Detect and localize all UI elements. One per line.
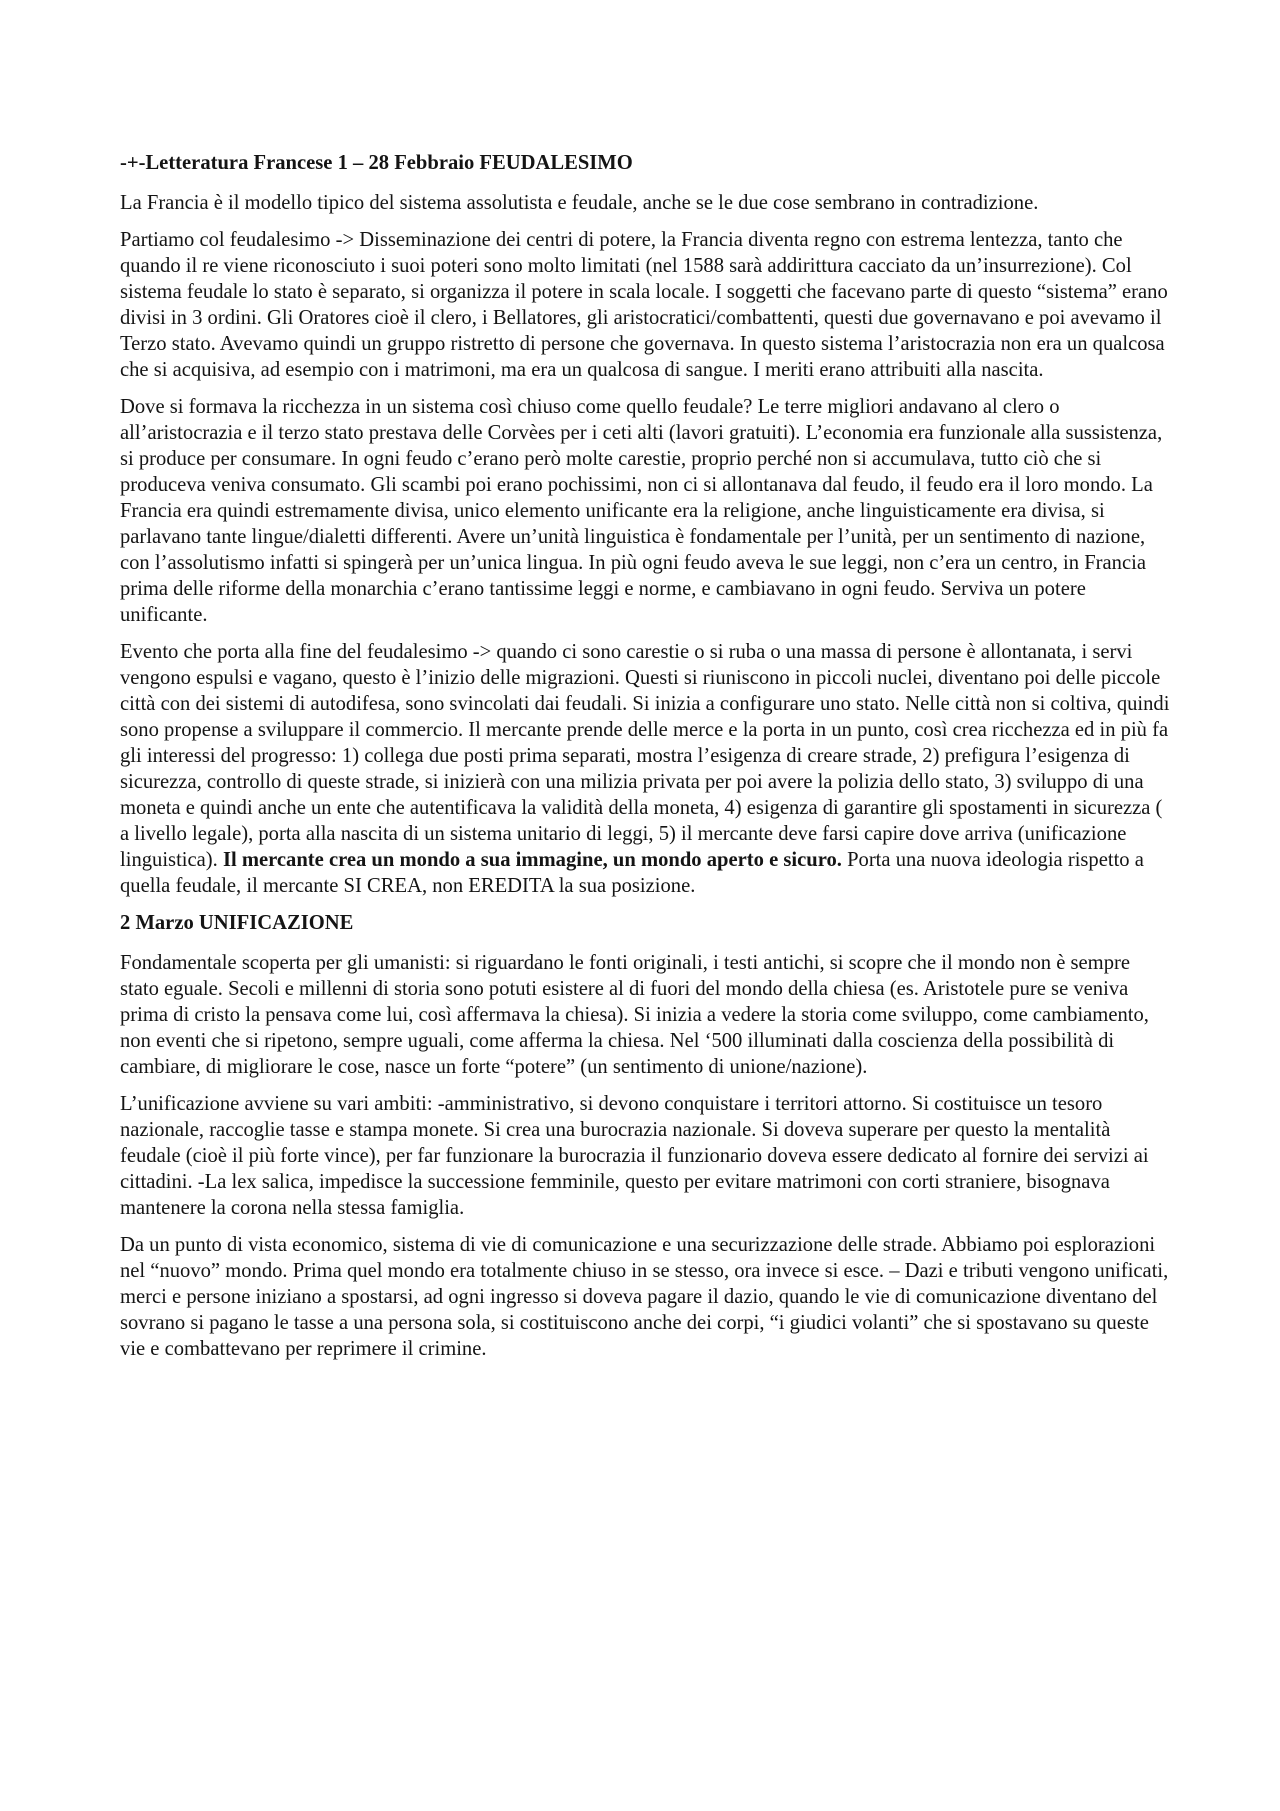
paragraph-text: Porta una nuova ideologia rispetto a quella feudale, il mercante SI CREA, non EREDITA la sua posizione. bbox=[120, 849, 1144, 897]
paragraph-text: Evento che porta alla fine del feudalesimo -> quando ci sono carestie o si ruba o una massa di persone è allontanata, i servi vengono espulsi e vagano, questo è l’inizio delle migrazioni. Questi si riuniscono in piccoli nuclei, diventano poi delle piccole città con dei sistemi di autodifesa, sono svincolati dai feudali. Si inizia a configurare uno stato. Nelle città non si coltiva, quindi sono propense a sviluppare il commercio. Il mercante prende delle merce e la porta in un punto, così crea ricchezza ed in più fa gli interessi del progresso: 1) collega due posti prima separati, mostra l’esigenza di creare strade, 2) prefigura l’esigenza di sicurezza, controllo di queste strade, si inizierà con una milizia privata per poi avere la polizia dello stato, 3) sviluppo di una moneta e quindi anche un ente che autentificava la validità della moneta, 4) esigenza di garantire gli spostamenti in sicurezza ( a livello legale), porta alla nascita di un sistema unitario di leggi, 5) il mercante deve farsi capire dove arriva (unificazione linguistica). bbox=[120, 641, 1170, 871]
document-title: -+-Letteratura Francese 1 – 28 Febbraio FEUDALESIMO bbox=[120, 152, 633, 174]
paragraph-ricchezza: Dove si formava la ricchezza in un sistema così chiuso come quello feudale? Le terre migliori andavano al clero o all’aristocrazia e il terzo stato prestava delle Corvèes per i ceti alti (lavori gratuiti). L’economia era funzionale alla sussistenza, si produce per consumare. In ogni feudo c’erano però molte carestie, proprio perché non si accumulava, tutto ciò che si produceva veniva consumato. Gli scambi poi erano pochissimi, non ci si allontanava dal feudo, il feudo era il loro mondo. La Francia era quindi estremamente divisa, unico elemento unificante era la religione, anche linguisticamente era divisa, si parlavano tante lingue/dialetti differenti. Avere un’unità linguistica è fondamentale per l’unità, per un sentimento di nazione, con l’assolutismo infatti si spingerà per un’unica lingua. In più ogni feudo aveva le sue leggi, non c’era un centro, in Francia prima delle riforme della monarchia c’erano tantissime leggi e norme, e cambiavano in ogni feudo. Serviva un potere unificante. bbox=[120, 396, 1163, 626]
section-heading: 2 Marzo UNIFICAZIONE bbox=[120, 912, 354, 934]
document-page bbox=[120, 150, 1170, 1373]
paragraph-fine-feudalesimo bbox=[120, 639, 1170, 899]
paragraph-feudalesimo: Partiamo col feudalesimo -> Disseminazione dei centri di potere, la Francia diventa regno con estrema lentezza, tanto che quando il re viene riconosciuto i suoi poteri sono molto limitati (nel 1588 sarà addirittura cacciato da un’insurrezione). Col sistema feudale lo stato è separato, si organizza il potere in scala locale. I soggetti che facevano parte di questo “sistema” erano divisi in 3 ordini. Gli Oratores cioè il clero, i Bellatores, gli aristocratici/combattenti, questi due governavano e poi avevamo il Terzo stato. Avevamo quindi un gruppo ristretto di persone che governava. In questo sistema l’aristocrazia non era un qualcosa che si acquisiva, ad esempio con i matrimoni, ma era un qualcosa di sangue. I meriti erano attribuiti alla nascita. bbox=[120, 229, 1168, 381]
paragraph-economia: Da un punto di vista economico, sistema di vie di comunicazione e una securizzazione delle strade. Abbiamo poi esplorazioni nel “nuovo” mondo. Prima quel mondo era totalmente chiuso in se stesso, ora invece si esce. – Dazi e tributi vengono unificati, merci e persone iniziano a spostarsi, ad ogni ingresso si doveva pagare il dazio, quando le vie di comunicazione diventano del sovrano si pagano le tasse a una persona sola, si costituiscono anche dei corpi, “i giudici volanti” che si spostavano su queste vie e combattevano per reprimere il crimine. bbox=[120, 1234, 1169, 1360]
emphasis-text: Il mercante crea un mondo a sua immagine, un mondo aperto e sicuro. bbox=[222, 849, 842, 871]
paragraph-unificazione: L’unificazione avviene su vari ambiti: -amministrativo, si devono conquistare i territori attorno. Si costituisce un tesoro nazionale, raccoglie tasse e stampa monete. Si crea una burocrazia nazionale. Si doveva superare per questo la mentalità feudale (cioè il più forte vince), per far funzionare la burocrazia il funzionario doveva essere dedicato al fornire dei servizi ai cittadini. -La lex salica, impedisce la successione femminile, questo per evitare matrimoni con corti straniere, bisognava mantenere la corona nella stessa famiglia. bbox=[120, 1093, 1149, 1219]
paragraph-umanisti: Fondamentale scoperta per gli umanisti: si riguardano le fonti originali, i testi antichi, si scopre che il mondo non è sempre stato eguale. Secoli e millenni di storia sono potuti esistere al di fuori del mondo della chiesa (es. Aristotele pure se veniva prima di cristo la pensava come lui, così affermava la chiesa). Si inizia a vedere la storia come sviluppo, come cambiamento, non eventi che si ripetono, sempre uguali, come afferma la chiesa. Nel ‘500 illuminati dalla coscienza della possibilità di cambiare, di migliorare le cose, nasce un forte “potere” (un sentimento di unione/nazione). bbox=[120, 952, 1149, 1078]
paragraph-intro: La Francia è il modello tipico del sistema assolutista e feudale, anche se le due cose sembrano in contradizione. bbox=[120, 192, 1039, 214]
